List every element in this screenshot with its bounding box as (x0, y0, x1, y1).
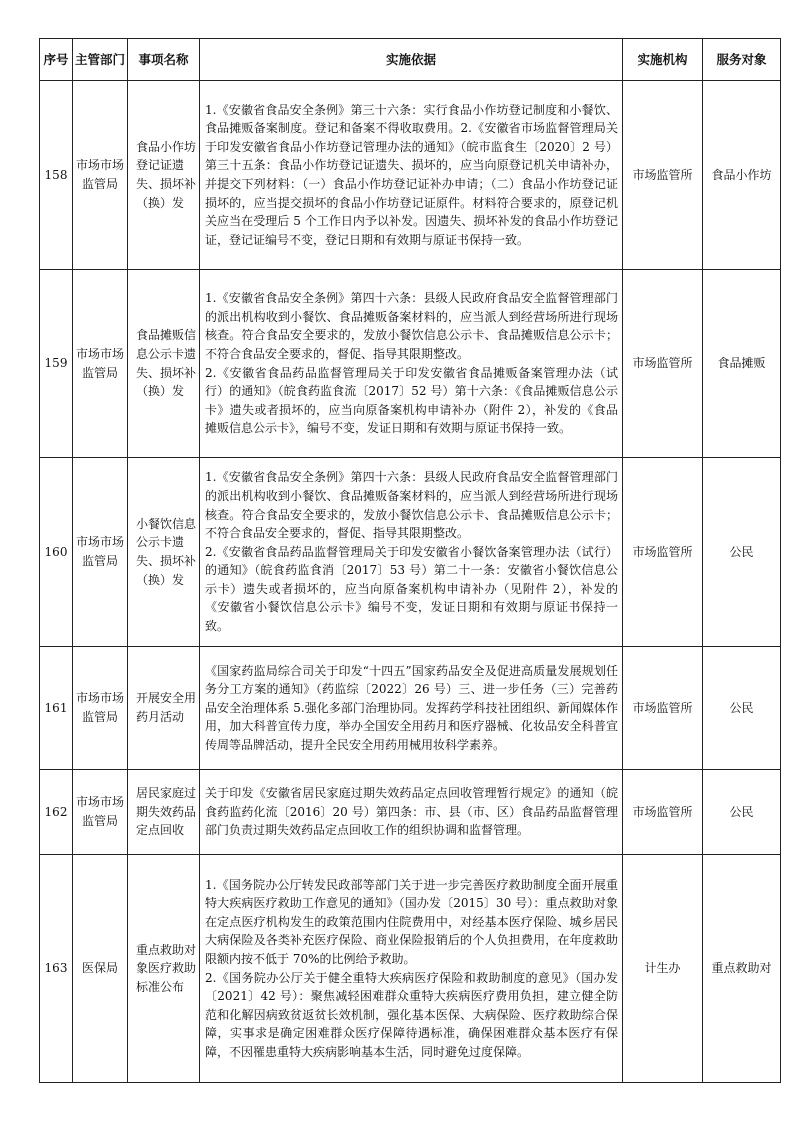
row-dept: 市场市场监管局 (73, 81, 128, 270)
row-agency: 市场监管所 (623, 81, 703, 270)
row-target: 重点救助对 (703, 855, 781, 1083)
row-basis (200, 855, 623, 1083)
row-item: 重点救助对象医疗救助标准公布 (128, 855, 200, 1083)
basis-paragraph: 1.《安徽省食品安全条例》第四十六条：县级人民政府食品安全监督管理部门的派出机构收到小餐饮、食品摊贩备案材料的，应当派人到经营场所进行现场核查。符合食品安全要求的，发放小餐饮信息公示卡、食品摊贩信息公示卡；不符合食品安全要求的，督促、指导其限期整改。 (205, 291, 618, 361)
row-basis (200, 270, 623, 458)
row-no: 161 (40, 647, 73, 770)
row-dept: 医保局 (73, 855, 128, 1083)
header-agency: 实施机构 (623, 39, 703, 81)
table-row (40, 770, 781, 855)
basis-paragraph: 1.《安徽省食品安全条例》第三十六条：实行食品小作坊登记制度和小餐饮、食品摊贩备案制度。登记和备案不得收取费用。2.《安徽省市场监督管理局关于印发安徽省食品小作坊登记管理办法的通知》（皖市监食生〔2020〕2 号）第三十五条：食品小作坊登记证遗失、损坏的，应当向原登记机关申请补办，并提交下列材料：（一）食品小作坊登记证补办申请；（二）食品小作坊登记证损坏的，应当提交损坏的食品小作坊登记证原件。材料符合要求的，原登记机关应当在受理后 5 个工作日内予以补发。因遗失、损坏补发的食品小作坊登记证，登记证编号不变，登记日期和有效期与原证书保持一致。 (205, 102, 618, 247)
row-item: 开展安全用药月活动 (128, 647, 200, 770)
row-agency: 计生办 (623, 855, 703, 1083)
row-no: 159 (40, 270, 73, 458)
basis-paragraph: 2.《安徽省食品药品监督管理局关于印发安徽省小餐饮备案管理办法（试行）的通知》（皖食药监食消〔2017〕53 号）第二十一条：安徽省小餐饮信息公示卡）遗失或者损坏的，应当向原备案机构申请补办（见附件 2），补发的《安徽省小餐饮信息公示卡》编号不变，发证日期和有效期与原证书保持一致。 (205, 544, 618, 634)
basis-paragraph: 1.《国务院办公厅转发民政部等部门关于进一步完善医疗救助制度全面开展重特大疾病医疗救助工作意见的通知》（国办发〔2015〕30 号）：重点救助对象在定点医疗机构发生的政策范围内住院费用中，对经基本医疗保险、城乡居民大病保险及各类补充医疗保险、商业保险报销后的个人负担费用，在年度救助限额内按不低于 70%的比例给予救助。 (205, 877, 618, 966)
row-dept: 市场市场监管局 (73, 458, 128, 647)
header-basis: 实施依据 (200, 39, 623, 81)
row-target: 食品摊贩 (703, 270, 781, 458)
row-no: 162 (40, 770, 73, 855)
row-target: 食品小作坊 (703, 81, 781, 270)
row-agency: 市场监管所 (623, 770, 703, 855)
row-agency: 市场监管所 (623, 458, 703, 647)
row-basis (200, 81, 623, 270)
table-row (40, 270, 781, 458)
service-items-table (39, 38, 781, 1083)
row-item: 食品摊贩信息公示卡遗失、损坏补（换）发 (128, 270, 200, 458)
row-no: 160 (40, 458, 73, 647)
row-dept: 市场市场监管局 (73, 770, 128, 855)
row-target: 公民 (703, 647, 781, 770)
header-no: 序号 (40, 39, 73, 81)
table-row (40, 458, 781, 647)
row-basis (200, 770, 623, 855)
header-item: 事项名称 (128, 39, 200, 81)
row-item: 小餐饮信息公示卡遗失、损坏补（换）发 (128, 458, 200, 647)
row-item: 食品小作坊登记证遗失、损坏补（换）发 (128, 81, 200, 270)
row-target: 公民 (703, 770, 781, 855)
header-dept: 主管部门 (73, 39, 128, 81)
row-item: 居民家庭过期失效药品定点回收 (128, 770, 200, 855)
row-no: 158 (40, 81, 73, 270)
row-target: 公民 (703, 458, 781, 647)
row-agency: 市场监管所 (623, 647, 703, 770)
row-agency: 市场监管所 (623, 270, 703, 458)
basis-paragraph: 2.《安徽省食品药品监督管理局关于印发安徽省食品摊贩备案管理办法（试行）的通知》（皖食药监食流〔2017〕52 号）第十六条：《食品摊贩信息公示卡》遗失或者损坏的，应当向原备案机构申请补办（附件 2），补发的《食品摊贩信息公示卡》，编号不变，发证日期和有效期与原证书保持一致。 (205, 365, 618, 436)
row-basis (200, 647, 623, 770)
header-target: 服务对象 (703, 39, 781, 81)
row-basis (200, 458, 623, 647)
row-dept: 市场市场监管局 (73, 270, 128, 458)
row-dept: 市场市场监管局 (73, 647, 128, 770)
row-no: 163 (40, 855, 73, 1083)
basis-paragraph: 关于印发《安徽省居民家庭过期失效药品定点回收管理暂行规定》的通知（皖食药监药化流〔2016〕20 号）第四条：市、县（市、区）食品药品监督管理部门负责过期失效药品定点回收工作的组织协调和监督管理。 (205, 786, 618, 838)
table-row (40, 81, 781, 270)
table-header-row (40, 39, 781, 81)
table-row (40, 647, 781, 770)
basis-paragraph: 1.《安徽省食品安全条例》第四十六条：县级人民政府食品安全监督管理部门的派出机构收到小餐饮、食品摊贩备案材料的，应当派人到经营场所进行现场核查。符合食品安全要求的，发放小餐饮信息公示卡、食品摊贩信息公示卡；不符合食品安全要求的，督促、指导其限期整改。 (205, 470, 618, 541)
table-row (40, 855, 781, 1083)
basis-paragraph: 《国家药监局综合司关于印发“十四五”国家药品安全及促进高质量发展规划任务分工方案的通知》（药监综〔2022〕26 号）三、进一步任务（三）完善药品安全治理体系 5.强化多部门治理协同。发挥药学科技社团组织、新闻媒体作用，加大科普宣传力度，举办全国安全用药月和医疗器械、化妆品安全科普宣传周等品牌活动，提升全民安全用药用械用妆科学素养。 (205, 663, 618, 752)
basis-paragraph: 2.《国务院办公厅关于健全重特大疾病医疗保险和救助制度的意见》（国办发〔2021〕42 号）：聚焦减轻困难群众重特大疾病医疗费用负担，建立健全防范和化解因病致贫返贫长效机制，强化基本医保、大病保险、医疗救助综合保障，实事求是确定困难群众医疗保障待遇标准，确保困难群众基本医疗有保障，不因罹患重特大疾病影响基本生活，同时避免过度保障。 (205, 970, 618, 1059)
